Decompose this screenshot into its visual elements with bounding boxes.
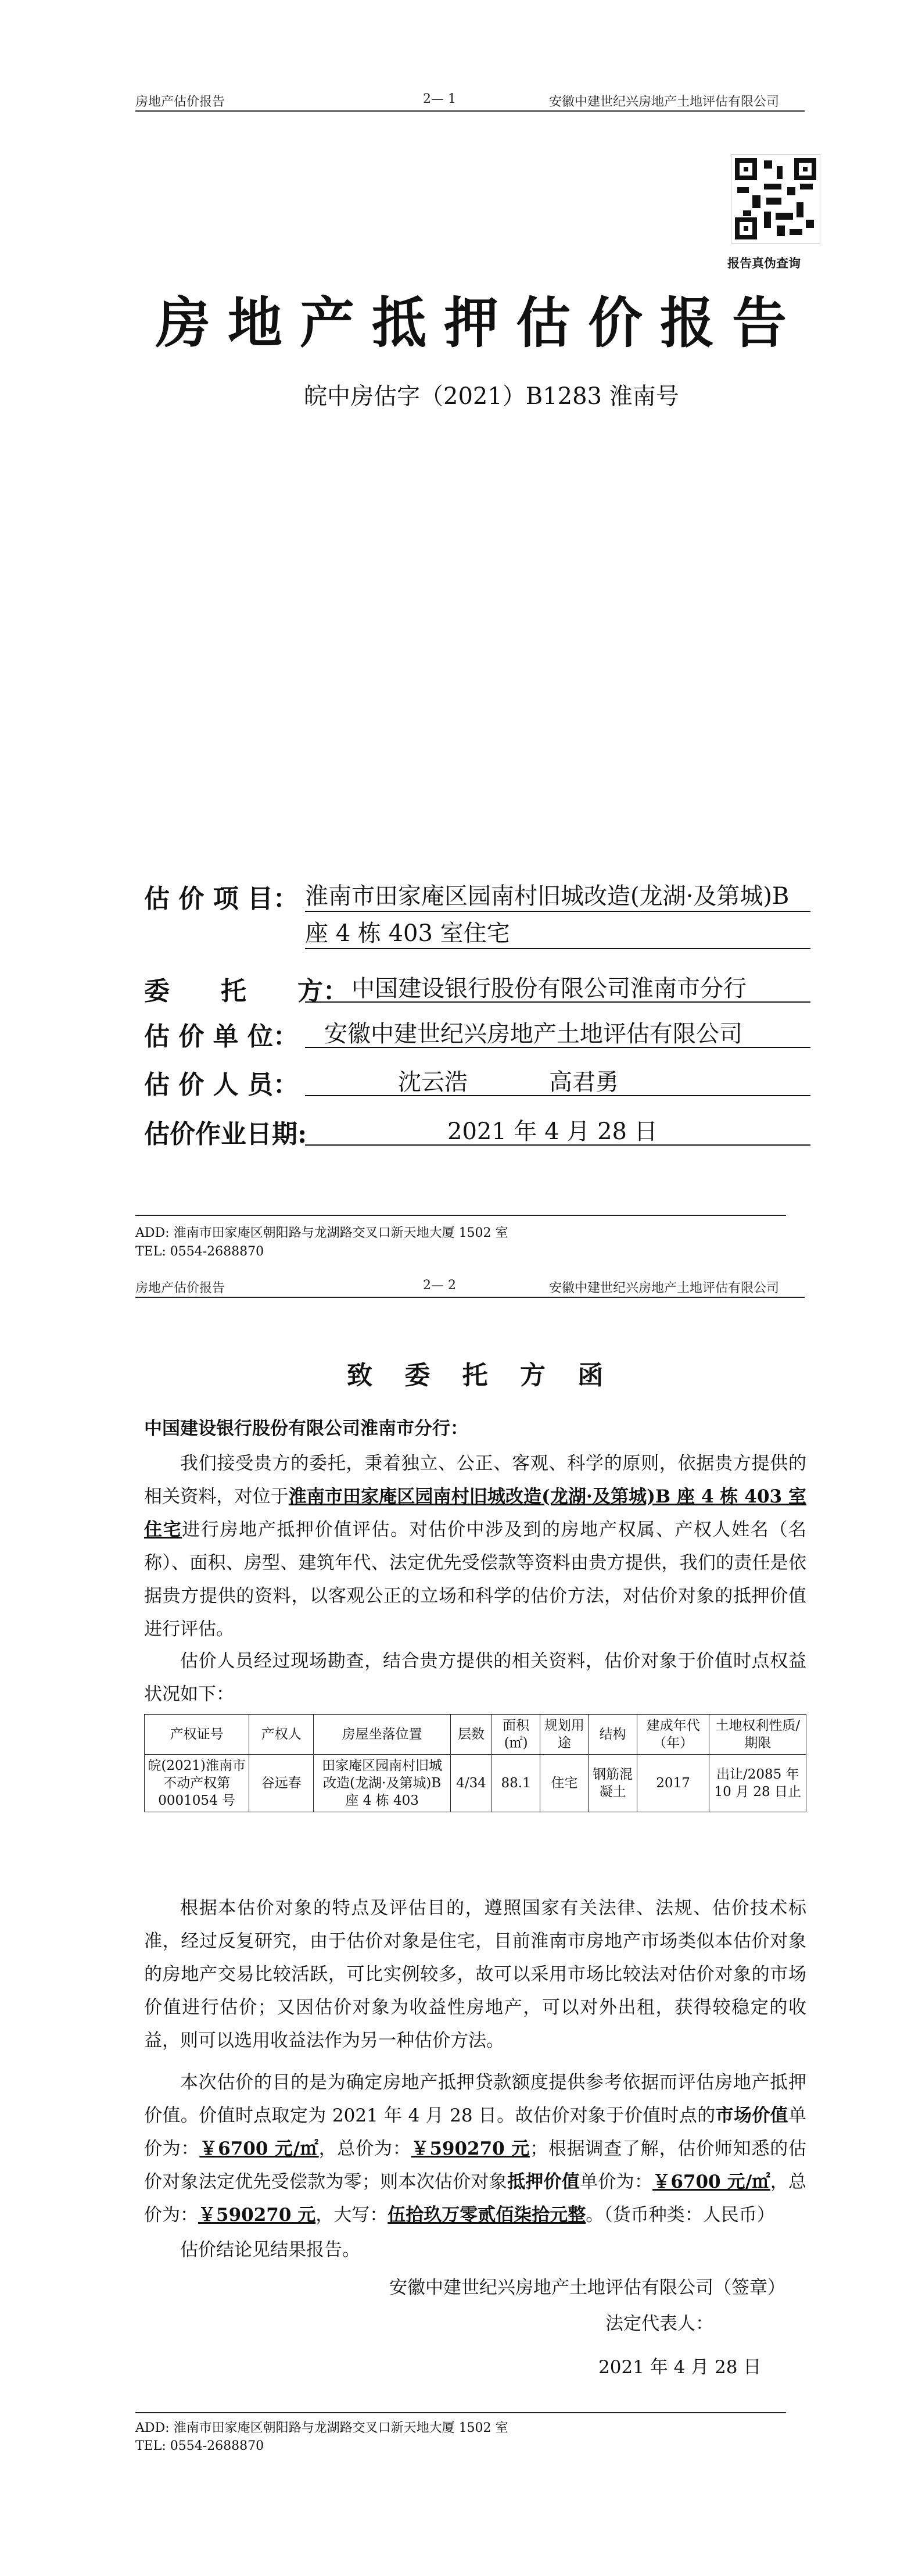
table-header: 产权人 — [249, 1715, 314, 1755]
unit-label: 估 价 单 位： — [144, 1022, 299, 1051]
project-value-line2: 座 4 栋 403 室住宅 — [305, 915, 810, 949]
header-page-number: 2— 1 — [423, 92, 456, 106]
signature-company: 安徽中建世纪兴房地产土地评估有限公司（签章） — [389, 2277, 785, 2298]
staff-name-1: 沈云浩 — [398, 1069, 468, 1096]
table-row — [145, 1755, 806, 1812]
letter-paragraph-2: 估价人员经过现场勘查，结合贵方提供的相关资料，估价对象于价值时点权益状况如下： — [144, 1651, 806, 1705]
header-right: 安徽中建世纪兴房地产土地评估有限公司 — [549, 95, 780, 109]
footer-rule-2 — [135, 2412, 786, 2413]
table-header: 房屋坐落位置 — [314, 1715, 451, 1755]
project-value-line1: 淮南市田家庵区园南村旧城改造(龙湖·及第城)B — [305, 878, 810, 912]
table-header: 建成年代（年） — [637, 1715, 709, 1755]
table-header: 面积(㎡) — [492, 1715, 540, 1755]
table-cell: 谷远春 — [249, 1755, 314, 1812]
client-label: 委 托 方： — [144, 976, 349, 1006]
mortgage-total-price: ￥590270 元 — [198, 2205, 316, 2226]
header-left-2: 房地产估价报告 — [135, 1281, 225, 1296]
staff-label: 估 价 人 员： — [144, 1070, 299, 1100]
header-rule — [135, 110, 805, 112]
letter-title: 致 委 托 方 函 — [347, 1361, 615, 1390]
table-cell: 4/34 — [451, 1755, 492, 1812]
footer-address: ADD: 淮南市田家庵区朝阳路与龙湖路交叉口新天地大厦 1502 室 — [135, 1226, 508, 1240]
header-right-2: 安徽中建世纪兴房地产土地评估有限公司 — [549, 1281, 780, 1296]
footer-address-2: ADD: 淮南市田家庵区朝阳路与龙湖路交叉口新天地大厦 1502 室 — [135, 2421, 508, 2435]
header-rule-2 — [135, 1297, 805, 1298]
table-header: 土地权利性质/期限 — [709, 1715, 806, 1755]
table-header: 规划用途 — [540, 1715, 589, 1755]
work-date-label: 估价作业日期: — [144, 1119, 307, 1149]
table-header: 层数 — [451, 1715, 492, 1755]
report-number: 皖中房估字（2021）B1283 淮南号 — [304, 383, 679, 410]
property-status-table — [144, 1714, 806, 1812]
unit-value: 安徽中建世纪兴房地产土地评估有限公司 — [324, 1021, 742, 1047]
letter-paragraph-5: 估价结论见结果报告。 — [180, 2239, 360, 2260]
mortgage-value-term: 抵押价值 — [507, 2171, 580, 2192]
header-left: 房地产估价报告 — [135, 95, 225, 109]
letter-paragraph-4: 本次估价的目的是为确定房地产抵押贷款额度提供参考依据而评估房地产抵押价值。价值时点取定为 2021 年 4 月 28 日。故估价对象于价值时点的市场价值单价为：￥6700 元/㎡，总价为：￥590270 元；根据调查了解，估价师知悉的估价对象法定优先受偿款为零；则本次估价对象抵押价值单价为：￥6700 元/㎡，总价为：￥590270 元，大写：伍拾玖万零贰佰柒拾元整。（货币种类：人民币） — [144, 2072, 807, 2226]
qr-caption: 报告真伪查询 — [727, 256, 801, 270]
letter-paragraph-1: 我们接受贵方的委托，秉着独立、公正、客观、科学的原则，依据贵方提供的相关资料，对位于淮南市田家庵区园南村旧城改造(龙湖·及第城)B 座 4 栋 403 室住宅进行房地产抵押价值评估。对估价中涉及到的房地产权属、产权人姓名（名称）、面积、房型、建筑年代、法定优先受偿款等资料由贵方提供，我们的责任是依据贵方提供的资料，以客观公正的立场和科学的估价方法，对估价对象的抵押价值进行评估。 — [144, 1453, 807, 1640]
total-in-words: 伍拾玖万零贰佰柒拾元整 — [388, 2205, 586, 2226]
signature-date: 2021 年 4 月 28 日 — [598, 2357, 762, 2378]
table-header: 产权证号 — [145, 1715, 249, 1755]
footer-rule — [135, 1215, 786, 1216]
market-unit-price: ￥6700 元/㎡ — [199, 2138, 319, 2159]
signature-legal-rep: 法定代表人： — [605, 2313, 713, 2334]
table-cell: 88.1 — [492, 1755, 540, 1812]
report-title: 房地产抵押估价报告 — [156, 291, 805, 355]
table-header: 结构 — [589, 1715, 637, 1755]
header-page-number-2: 2— 2 — [423, 1278, 456, 1293]
market-value-term: 市场价值 — [715, 2105, 788, 2126]
footer-tel-2: TEL: 0554-2688870 — [135, 2439, 264, 2453]
table-header-row — [145, 1715, 806, 1755]
property-address: 淮南市田家庵区园南村旧城改造(龙湖·及第城)B 座 4 栋 403 室住宅 — [144, 1486, 806, 1540]
footer-tel: TEL: 0554-2688870 — [135, 1244, 264, 1259]
letter-salutation: 中国建设银行股份有限公司淮南市分行： — [144, 1418, 468, 1439]
client-value: 中国建设银行股份有限公司淮南市分行 — [351, 975, 747, 1002]
mortgage-unit-price: ￥6700 元/㎡ — [652, 2171, 770, 2192]
staff-name-2: 高君勇 — [549, 1069, 619, 1096]
qr-code-icon[interactable] — [731, 154, 820, 244]
table-cell: 住宅 — [540, 1755, 589, 1812]
letter-paragraph-3: 根据本估价对象的特点及评估目的，遵照国家有关法律、法规、估价技术标准，经过反复研究，由于估价对象是住宅，目前淮南市房地产市场类似本估价对象的房地产交易比较活跃，可比实例较多，故可以采用市场比较法对估价对象的市场价值进行估价；又因估价对象为收益性房地产，可以对外出租，获得较稳定的收益，则可以选用收益法作为另一种估价方法。 — [144, 1898, 806, 2051]
table-cell: 皖(2021)淮南市不动产权第 0001054 号 — [145, 1755, 249, 1812]
table-cell: 2017 — [637, 1755, 709, 1812]
work-date-value: 2021 年 4 月 28 日 — [447, 1118, 658, 1145]
project-label: 估 价 项 目： — [144, 884, 299, 914]
table-cell: 田家庵区园南村旧城改造(龙湖·及第城)B 座 4 栋 403 — [314, 1755, 451, 1812]
table-cell: 钢筋混凝土 — [589, 1755, 637, 1812]
market-total-price: ￥590270 元 — [411, 2138, 530, 2159]
table-cell: 出让/2085 年 10 月 28 日止 — [709, 1755, 806, 1812]
